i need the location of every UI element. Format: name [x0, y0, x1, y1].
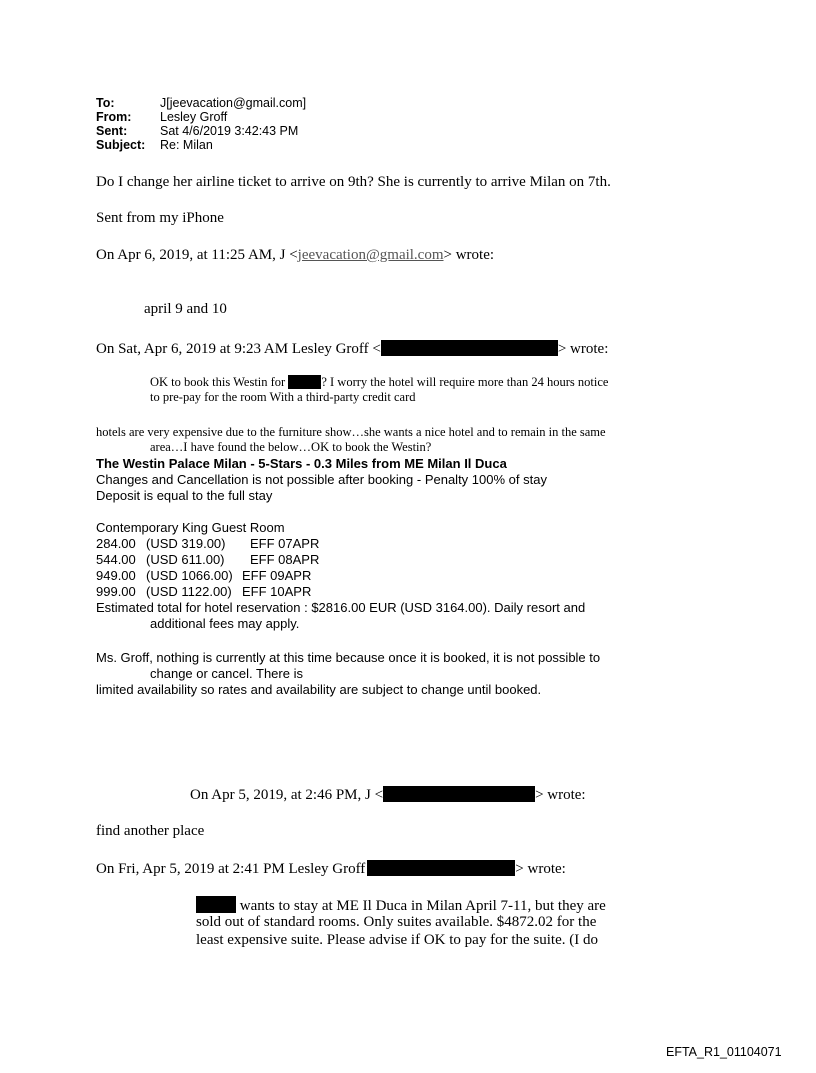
- quote2-attribution: [96, 340, 608, 358]
- redaction-box: [288, 375, 321, 389]
- hotel-deposit: Deposit is equal to the full stay: [96, 488, 273, 503]
- header-subject: [96, 139, 213, 152]
- quote2-line1-b: ? I worry the hotel will require more than 24 hours notice: [321, 375, 609, 389]
- quote1-prefix: On Apr 6, 2019, at 11:25 AM, J <: [96, 247, 298, 263]
- rate-amount: 284.00: [96, 536, 136, 551]
- sent-label: Sent:: [96, 124, 128, 138]
- rate-row: [96, 568, 311, 584]
- to-label: To:: [96, 96, 115, 110]
- rate-row: [96, 552, 319, 568]
- rate-usd: (USD 1066.00): [146, 568, 233, 583]
- hotels-line1: hotels are very expensive due to the furniture show…she wants a nice hotel and to remain in the same: [96, 425, 606, 439]
- quote3-body: find another place: [96, 823, 205, 839]
- quote3-prefix: On Apr 5, 2019, at 2:46 PM, J <: [190, 787, 384, 803]
- note-line2: change or cancel. There is: [150, 666, 303, 681]
- quote4-line1-text: wants to stay at ME Il Duca in Milan April 7-11, but they are: [239, 898, 606, 914]
- document-id: EFTA_R1_01104071: [666, 1045, 782, 1059]
- to-value: J[jeevacation@gmail.com]: [160, 96, 307, 110]
- quote1-email-link[interactable]: jeevacation@gmail.com: [297, 247, 444, 263]
- rate-eff: EFF 08APR: [250, 552, 320, 567]
- from-label: From:: [96, 110, 132, 124]
- quote1-attribution: [96, 247, 494, 264]
- from-value: Lesley Groff: [160, 110, 228, 124]
- rate-row: [96, 584, 311, 600]
- room-type: Contemporary King Guest Room: [96, 520, 285, 535]
- rate-amount: 949.00: [96, 568, 136, 583]
- rate-usd: (USD 1122.00): [146, 584, 232, 599]
- quote4-line3: least expensive suite. Please advise if OK to pay for the suite. (I do: [196, 932, 598, 948]
- redaction-box: [381, 340, 558, 356]
- rate-amount: 999.00: [96, 584, 136, 599]
- quote4-suffix: > wrote:: [515, 861, 566, 877]
- quote1-body: april 9 and 10: [144, 301, 227, 317]
- note-line1: Ms. Groff, nothing is currently at this time because once it is booked, it is not possible to: [96, 650, 601, 665]
- rate-usd: (USD 611.00): [146, 552, 225, 567]
- rate-eff: EFF 10APR: [242, 584, 312, 599]
- rate-usd: (USD 319.00): [146, 536, 226, 551]
- sent-value: Sat 4/6/2019 3:42:43 PM: [160, 124, 299, 138]
- quote4-line2: sold out of standard rooms. Only suites available. $4872.02 for the: [196, 914, 597, 930]
- hotel-title: The Westin Palace Milan - 5-Stars - 0.3 Miles from ME Milan Il Duca: [96, 456, 507, 471]
- header-from: [96, 111, 227, 124]
- rate-eff: EFF 09APR: [242, 568, 312, 583]
- subject-value: Re: Milan: [160, 138, 213, 152]
- quote4-prefix: On Fri, Apr 5, 2019 at 2:41 PM Lesley Groff: [96, 861, 366, 877]
- message-signature: Sent from my iPhone: [96, 210, 224, 226]
- quote2-line2: to pre-pay for the room With a third-party credit card: [150, 390, 416, 404]
- total-line1: Estimated total for hotel reservation : $2816.00 EUR (USD 3164.00). Daily resort and: [96, 600, 586, 615]
- quote2-line1-a: OK to book this Westin for: [150, 375, 286, 389]
- redaction-box: [383, 786, 535, 802]
- quote2-prefix: On Sat, Apr 6, 2019 at 9:23 AM Lesley Groff <: [96, 341, 381, 357]
- quote3-attribution: [190, 786, 586, 804]
- quote4-attribution: [96, 860, 566, 878]
- total-line2: additional fees may apply.: [150, 616, 300, 631]
- note-line3: limited availability so rates and availability are subject to change until booked.: [96, 682, 542, 697]
- redaction-box: [367, 860, 515, 876]
- quote3-suffix: > wrote:: [535, 787, 586, 803]
- subject-label: Subject:: [96, 138, 146, 152]
- hotels-line2: area…I have found the below…OK to book the Westin?: [150, 440, 432, 454]
- header-to: [96, 97, 306, 110]
- header-sent: [96, 125, 298, 138]
- quote2-suffix: > wrote:: [557, 341, 609, 357]
- quote1-suffix: > wrote:: [443, 247, 495, 263]
- hotel-policy: Changes and Cancellation is not possible after booking - Penalty 100% of stay: [96, 472, 547, 487]
- quote2-line1: [150, 375, 608, 390]
- message-body: Do I change her airline ticket to arrive on 9th? She is currently to arrive Milan on 7th.: [96, 174, 611, 190]
- quote4-line1: [196, 896, 606, 915]
- rate-row: [96, 536, 319, 552]
- rate-eff: EFF 07APR: [250, 536, 320, 551]
- redaction-box: [196, 896, 236, 913]
- rate-amount: 544.00: [96, 552, 136, 567]
